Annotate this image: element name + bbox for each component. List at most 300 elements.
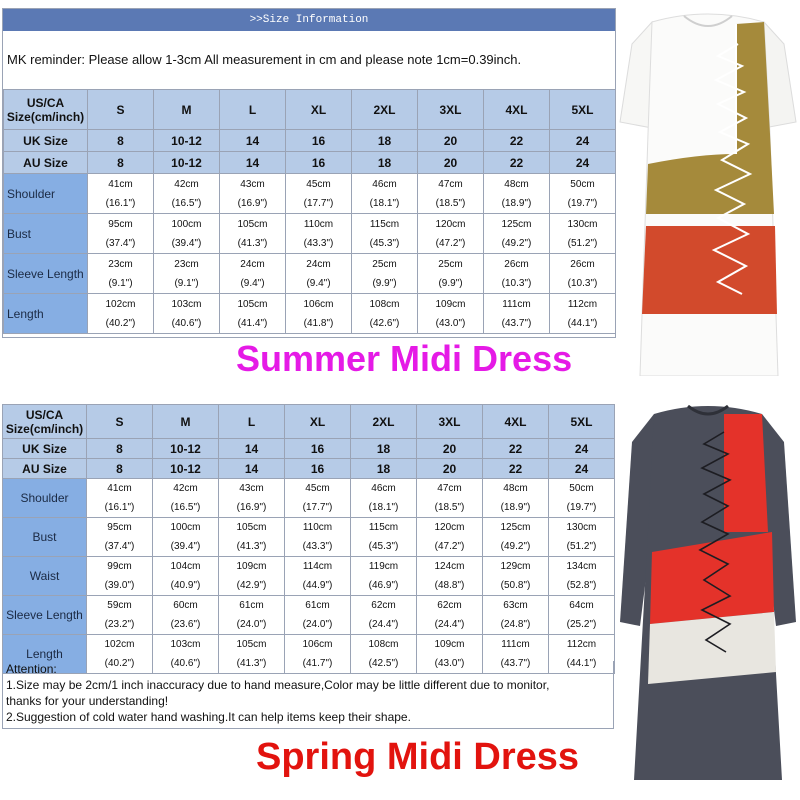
cm-value: 111cm <box>501 639 530 650</box>
au-size-value: 22 <box>484 152 550 174</box>
inch-value: (18.1") <box>368 502 399 513</box>
inch-value: (48.8") <box>434 580 465 591</box>
inch-value: (24.0") <box>302 619 333 630</box>
sleeve-length-row <box>4 254 616 294</box>
cm-value: 23cm <box>174 258 199 270</box>
inch-value: (51.2") <box>567 237 598 249</box>
inch-value: (45.3") <box>368 541 399 552</box>
inch-value: (50.8") <box>500 580 531 591</box>
size-unit-label: Size(cm/inch) <box>5 421 84 436</box>
bust-value <box>484 214 550 254</box>
uk-size-value: 18 <box>351 439 417 459</box>
sleeve-length-value <box>220 254 286 294</box>
cm-value: 62cm <box>371 600 396 611</box>
size-3xl: 3XL <box>418 90 484 130</box>
cm-value: 103cm <box>170 639 201 650</box>
au-size-value: 14 <box>220 152 286 174</box>
bust-row <box>3 518 615 557</box>
uk-size-value: 22 <box>484 130 550 152</box>
cm-value: 109cm <box>435 298 466 310</box>
sleeve-length-value <box>154 254 220 294</box>
inch-value: (41.7") <box>302 658 333 669</box>
bust-value <box>351 518 417 557</box>
cm-value: 46cm <box>372 178 397 190</box>
cm-value: 124cm <box>434 561 465 572</box>
uk-size-value: 24 <box>549 439 615 459</box>
inch-value: (40.6") <box>171 317 202 329</box>
sleeve-length-value <box>153 596 219 635</box>
spring-dress-photo <box>618 392 798 782</box>
size-5xl: 5XL <box>549 405 615 439</box>
shoulder-value <box>418 174 484 214</box>
cm-value: 95cm <box>107 522 132 533</box>
inch-value: (40.9") <box>170 580 201 591</box>
attention-line-3: 2.Suggestion of cold water hand washing.It can help items keep their shape. <box>6 710 411 724</box>
length-label: Length <box>3 635 87 674</box>
au-size-value: 16 <box>286 152 352 174</box>
inch-value: (40.2") <box>105 317 136 329</box>
inch-value: (9.1") <box>108 277 133 289</box>
cm-value: 104cm <box>170 561 201 572</box>
size-s: S <box>88 90 154 130</box>
inch-value: (18.1") <box>369 197 400 209</box>
au-size-value: 18 <box>351 459 417 479</box>
sleeve-length-value <box>418 254 484 294</box>
cm-value: 112cm <box>566 639 597 650</box>
cm-value: 105cm <box>237 298 268 310</box>
inch-value: (41.3") <box>236 658 267 669</box>
au-size-value: 18 <box>352 152 418 174</box>
uk-size-value: 18 <box>352 130 418 152</box>
cm-value: 106cm <box>303 298 334 310</box>
inch-value: (9.9") <box>438 277 463 289</box>
waist-value <box>285 557 351 596</box>
au-size-value: 24 <box>550 152 616 174</box>
au-size-row <box>3 459 615 479</box>
au-size-label: AU Size <box>3 459 87 479</box>
us-ca-size-header <box>4 90 88 130</box>
inch-value: (16.1") <box>104 502 135 513</box>
sleeve-length-value <box>352 254 418 294</box>
length-value <box>352 294 418 334</box>
cm-value: 23cm <box>108 258 133 270</box>
size-information-banner: >>Size Information <box>3 9 615 31</box>
cm-value: 105cm <box>237 218 268 230</box>
cm-value: 26cm <box>504 258 529 270</box>
attention-heading: Attention: <box>6 662 57 676</box>
uk-size-value: 8 <box>88 130 154 152</box>
cm-value: 102cm <box>104 639 135 650</box>
inch-value: (40.6") <box>170 658 201 669</box>
bust-value <box>285 518 351 557</box>
cm-value: 100cm <box>171 218 202 230</box>
cm-value: 110cm <box>302 522 333 533</box>
waist-label: Waist <box>3 557 87 596</box>
sleeve-length-label: Sleeve Length <box>4 254 88 294</box>
uk-size-label: UK Size <box>4 130 88 152</box>
inch-value: (43.3") <box>302 541 333 552</box>
cm-value: 109cm <box>236 561 267 572</box>
au-size-label: AU Size <box>4 152 88 174</box>
cm-value: 45cm <box>306 178 331 190</box>
waist-row <box>3 557 615 596</box>
inch-value: (37.4") <box>105 237 136 249</box>
inch-value: (23.2") <box>104 619 135 630</box>
sleeve-length-value <box>550 254 616 294</box>
uk-size-value: 16 <box>286 130 352 152</box>
cm-value: 109cm <box>434 639 465 650</box>
sleeve-length-value <box>286 254 352 294</box>
inch-value: (41.4") <box>237 317 268 329</box>
cm-value: 129cm <box>500 561 531 572</box>
inch-value: (43.7") <box>501 317 532 329</box>
us-ca-label: US/CA <box>26 95 65 110</box>
sleeve-length-value <box>417 596 483 635</box>
cm-value: 24cm <box>240 258 265 270</box>
cm-value: 105cm <box>236 522 267 533</box>
summer-size-chart <box>2 8 616 338</box>
uk-size-value: 14 <box>220 130 286 152</box>
sleeve-length-row <box>3 596 615 635</box>
inch-value: (17.7") <box>302 502 333 513</box>
us-ca-label: US/CA <box>25 407 64 422</box>
bust-value <box>87 518 153 557</box>
shoulder-value <box>153 479 219 518</box>
cm-value: 25cm <box>372 258 397 270</box>
inch-value: (9.1") <box>174 277 199 289</box>
sleeve-length-value <box>549 596 615 635</box>
inch-value: (49.2") <box>501 237 532 249</box>
size-4xl: 4XL <box>483 405 549 439</box>
size-unit-label: Size(cm/inch) <box>6 109 85 124</box>
inch-value: (16.9") <box>237 197 268 209</box>
shoulder-value <box>154 174 220 214</box>
cm-value: 120cm <box>435 218 466 230</box>
au-size-value: 14 <box>219 459 285 479</box>
sleeve-length-value <box>87 596 153 635</box>
shoulder-value <box>220 174 286 214</box>
inch-value: (23.6") <box>170 619 201 630</box>
length-value <box>418 294 484 334</box>
bust-value <box>88 214 154 254</box>
size-m: M <box>154 90 220 130</box>
bust-value <box>220 214 286 254</box>
cm-value: 47cm <box>438 178 463 190</box>
bust-label: Bust <box>4 214 88 254</box>
inch-value: (43.0") <box>435 317 466 329</box>
inch-value: (9.9") <box>372 277 397 289</box>
au-size-row <box>4 152 616 174</box>
cm-value: 108cm <box>369 298 400 310</box>
inch-value: (46.9") <box>368 580 399 591</box>
uk-size-value: 10-12 <box>154 130 220 152</box>
au-size-value: 10-12 <box>154 152 220 174</box>
inch-value: (9.4") <box>240 277 265 289</box>
uk-size-value: 10-12 <box>153 439 219 459</box>
cm-value: 24cm <box>306 258 331 270</box>
uk-size-value: 14 <box>219 439 285 459</box>
shoulder-value <box>219 479 285 518</box>
inch-value: (25.2") <box>566 619 597 630</box>
inch-value: (41.3") <box>237 237 268 249</box>
shoulder-row <box>4 174 616 214</box>
inch-value: (10.3") <box>501 277 532 289</box>
size-l: L <box>220 90 286 130</box>
length-value <box>220 294 286 334</box>
inch-value: (9.4") <box>306 277 331 289</box>
cm-value: 41cm <box>107 483 132 494</box>
bust-value <box>352 214 418 254</box>
inch-value: (16.1") <box>105 197 136 209</box>
sleeve-length-value <box>483 596 549 635</box>
shoulder-value <box>549 479 615 518</box>
uk-size-value: 20 <box>418 130 484 152</box>
inch-value: (44.9") <box>302 580 333 591</box>
inch-value: (43.3") <box>303 237 334 249</box>
sleeve-length-value <box>484 254 550 294</box>
au-size-value: 20 <box>418 152 484 174</box>
inch-value: (51.2") <box>566 541 597 552</box>
cm-value: 61cm <box>239 600 264 611</box>
size-m: M <box>153 405 219 439</box>
shoulder-value <box>484 174 550 214</box>
cm-value: 134cm <box>566 561 597 572</box>
attention-line-1: 1.Size may be 2cm/1 inch inaccuracy due to hand measure,Color may be little different due to monitor, <box>6 678 550 692</box>
bust-value <box>154 214 220 254</box>
cm-value: 105cm <box>236 639 267 650</box>
inch-value: (49.2") <box>500 541 531 552</box>
cm-value: 114cm <box>302 561 333 572</box>
cm-value: 46cm <box>371 483 396 494</box>
uk-size-value: 22 <box>483 439 549 459</box>
shoulder-value <box>550 174 616 214</box>
inch-value: (41.8") <box>303 317 334 329</box>
waist-value <box>219 557 285 596</box>
inch-value: (17.7") <box>303 197 334 209</box>
inch-value: (19.7") <box>567 197 598 209</box>
size-2xl: 2XL <box>352 90 418 130</box>
inch-value: (42.5") <box>368 658 399 669</box>
cm-value: 62cm <box>437 600 462 611</box>
inch-value: (24.8") <box>500 619 531 630</box>
cm-value: 112cm <box>567 298 598 310</box>
cm-value: 103cm <box>171 298 202 310</box>
uk-size-value: 8 <box>87 439 153 459</box>
size-3xl: 3XL <box>417 405 483 439</box>
cm-value: 119cm <box>368 561 399 572</box>
length-value <box>88 294 154 334</box>
waist-value <box>87 557 153 596</box>
length-value <box>286 294 352 334</box>
inch-value: (47.2") <box>435 237 466 249</box>
sleeve-length-value <box>351 596 417 635</box>
summer-dress-photo <box>618 4 798 376</box>
cm-value: 60cm <box>173 600 198 611</box>
cm-value: 42cm <box>173 483 198 494</box>
sleeve-length-value <box>219 596 285 635</box>
summer-size-table <box>3 89 616 334</box>
shoulder-value <box>483 479 549 518</box>
cm-value: 50cm <box>569 483 594 494</box>
spring-midi-dress-title: Spring Midi Dress <box>256 736 580 778</box>
inch-value: (45.3") <box>369 237 400 249</box>
summer-midi-dress-title: Summer Midi Dress <box>236 338 573 379</box>
cm-value: 125cm <box>500 522 531 533</box>
cm-value: 120cm <box>434 522 465 533</box>
length-value <box>550 294 616 334</box>
measurement-reminder: MK reminder: Please allow 1-3cm All measurement in cm and please note 1cm=0.39inch. <box>7 52 522 67</box>
shoulder-label: Shoulder <box>4 174 88 214</box>
inch-value: (10.3") <box>567 277 598 289</box>
size-header-row <box>4 90 616 130</box>
waist-value <box>549 557 615 596</box>
inch-value: (40.2") <box>104 658 135 669</box>
bust-value <box>286 214 352 254</box>
cm-value: 42cm <box>174 178 199 190</box>
cm-value: 130cm <box>567 218 598 230</box>
inch-value: (24.4") <box>368 619 399 630</box>
shoulder-value <box>285 479 351 518</box>
shoulder-value <box>352 174 418 214</box>
cm-value: 130cm <box>566 522 597 533</box>
inch-value: (43.0") <box>434 658 465 669</box>
cm-value: 110cm <box>303 218 334 230</box>
waist-value <box>483 557 549 596</box>
inch-value: (18.5") <box>435 197 466 209</box>
cm-value: 115cm <box>369 218 400 230</box>
bust-value <box>418 214 484 254</box>
size-header-row <box>3 405 615 439</box>
shoulder-value <box>286 174 352 214</box>
cm-value: 106cm <box>302 639 333 650</box>
cm-value: 111cm <box>502 298 531 310</box>
bust-value <box>549 518 615 557</box>
size-4xl: 4XL <box>484 90 550 130</box>
inch-value: (16.5") <box>170 502 201 513</box>
cm-value: 95cm <box>108 218 133 230</box>
sleeve-length-label: Sleeve Length <box>3 596 87 635</box>
bust-value <box>550 214 616 254</box>
cm-value: 102cm <box>105 298 136 310</box>
cm-value: 115cm <box>368 522 399 533</box>
shoulder-value <box>351 479 417 518</box>
cm-value: 59cm <box>107 600 132 611</box>
cm-value: 99cm <box>107 561 132 572</box>
inch-value: (41.3") <box>236 541 267 552</box>
uk-size-value: 24 <box>550 130 616 152</box>
inch-value: (44.1") <box>566 658 597 669</box>
bust-label: Bust <box>3 518 87 557</box>
bust-row <box>4 214 616 254</box>
attention-notes <box>2 661 614 729</box>
cm-value: 41cm <box>108 178 133 190</box>
size-xl: XL <box>285 405 351 439</box>
us-ca-size-header <box>3 405 87 439</box>
uk-size-row <box>3 439 615 459</box>
bust-value <box>417 518 483 557</box>
cm-value: 125cm <box>501 218 532 230</box>
length-label: Length <box>4 294 88 334</box>
au-size-value: 8 <box>88 152 154 174</box>
inch-value: (18.5") <box>434 502 465 513</box>
inch-value: (39.4") <box>171 237 202 249</box>
bust-value <box>219 518 285 557</box>
cm-value: 64cm <box>569 600 594 611</box>
inch-value: (42.9") <box>236 580 267 591</box>
inch-value: (37.4") <box>104 541 135 552</box>
inch-value: (24.4") <box>434 619 465 630</box>
au-size-value: 16 <box>285 459 351 479</box>
au-size-value: 20 <box>417 459 483 479</box>
shoulder-value <box>87 479 153 518</box>
cm-value: 61cm <box>305 600 330 611</box>
cm-value: 50cm <box>570 178 595 190</box>
cm-value: 45cm <box>305 483 330 494</box>
shoulder-row <box>3 479 615 518</box>
au-size-value: 22 <box>483 459 549 479</box>
size-xl: XL <box>286 90 352 130</box>
inch-value: (39.0") <box>104 580 135 591</box>
shoulder-value <box>417 479 483 518</box>
size-2xl: 2XL <box>351 405 417 439</box>
cm-value: 43cm <box>240 178 265 190</box>
cm-value: 48cm <box>503 483 528 494</box>
au-size-value: 8 <box>87 459 153 479</box>
au-size-value: 24 <box>549 459 615 479</box>
cm-value: 43cm <box>239 483 264 494</box>
inch-value: (24.0") <box>236 619 267 630</box>
shoulder-label: Shoulder <box>3 479 87 518</box>
bust-value <box>483 518 549 557</box>
cm-value: 47cm <box>437 483 462 494</box>
uk-size-value: 20 <box>417 439 483 459</box>
inch-value: (52.8") <box>566 580 597 591</box>
length-value <box>154 294 220 334</box>
cm-value: 63cm <box>503 600 528 611</box>
waist-value <box>417 557 483 596</box>
inch-value: (19.7") <box>566 502 597 513</box>
inch-value: (39.4") <box>170 541 201 552</box>
attention-line-2: thanks for your understanding! <box>6 694 169 708</box>
cm-value: 48cm <box>504 178 529 190</box>
sleeve-length-value <box>285 596 351 635</box>
inch-value: (18.9") <box>501 197 532 209</box>
uk-size-label: UK Size <box>3 439 87 459</box>
uk-size-value: 16 <box>285 439 351 459</box>
bust-value <box>153 518 219 557</box>
length-row <box>4 294 616 334</box>
waist-value <box>153 557 219 596</box>
cm-value: 108cm <box>368 639 399 650</box>
cm-value: 26cm <box>570 258 595 270</box>
cm-value: 25cm <box>438 258 463 270</box>
spring-size-table <box>2 404 615 674</box>
waist-value <box>351 557 417 596</box>
uk-size-row <box>4 130 616 152</box>
au-size-value: 10-12 <box>153 459 219 479</box>
size-s: S <box>87 405 153 439</box>
sleeve-length-value <box>88 254 154 294</box>
shoulder-value <box>88 174 154 214</box>
inch-value: (43.7") <box>500 658 531 669</box>
inch-value: (18.9") <box>500 502 531 513</box>
inch-value: (47.2") <box>434 541 465 552</box>
inch-value: (16.9") <box>236 502 267 513</box>
length-value <box>484 294 550 334</box>
size-5xl: 5XL <box>550 90 616 130</box>
size-l: L <box>219 405 285 439</box>
inch-value: (44.1") <box>567 317 598 329</box>
